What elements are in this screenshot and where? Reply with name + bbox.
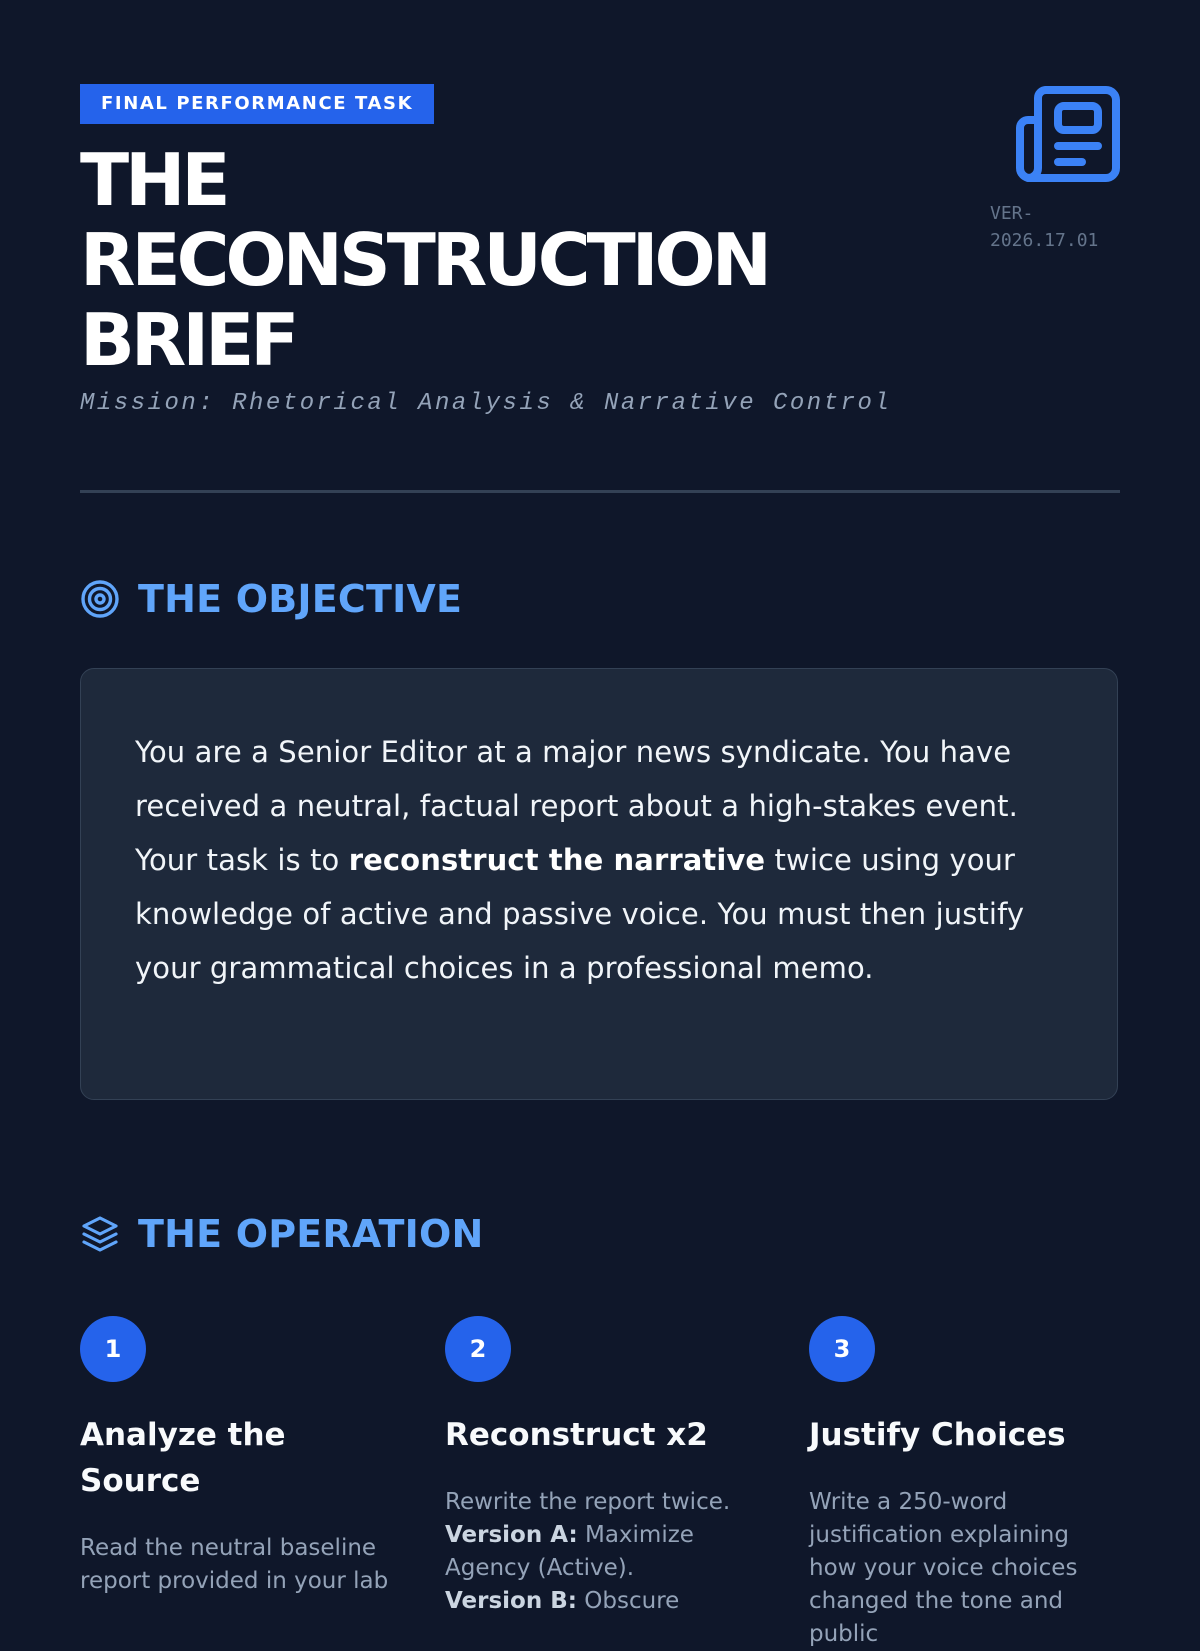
objective-card [80,668,1118,1100]
version-line-2: 2026.17.01 [990,230,1099,251]
step-analyze [80,1316,392,1598]
objective-text-part-2: twice using your knowledge of active and passive voice. You must then justify your grammatical choices in a professional memo. [135,843,1025,985]
step-desc-intro: Rewrite the report twice. [445,1489,731,1515]
target-icon [80,579,120,619]
operation-heading [80,1212,484,1256]
objective-text [135,725,1063,995]
objective-text-emphasis: reconstruct the narrative [348,843,766,877]
step-reconstruct [445,1316,757,1618]
step-description [445,1486,757,1618]
step-title: Justify Choices [809,1417,1066,1453]
step-number-badge: 2 [445,1316,511,1382]
version-b-text: Obscure [576,1588,680,1614]
version-b-label: Version B: [445,1588,577,1614]
title-line-3: BRIEF [80,298,296,382]
layers-icon [80,1214,120,1254]
step-number-badge: 3 [809,1316,875,1382]
version-line-1: VER- [990,203,1034,224]
brief-page [80,0,1120,1647]
objective-heading [80,577,462,621]
objective-text-part-1: You are a Senior Editor at a major news syndicate. You have received a neutral, factual report about a high-stakes event. Your task is to [135,735,1018,877]
newspaper-icon [1016,84,1120,184]
version-label [990,200,1120,254]
step-title: Analyze the Source [80,1417,286,1499]
task-badge: FINAL PERFORMANCE TASK [80,84,434,124]
header-divider [80,490,1120,493]
version-a-text: Maximize Agency (Active). [445,1522,694,1581]
step-number-badge: 1 [80,1316,146,1382]
title-line-1: THE [80,138,227,222]
title-line-2: RECONSTRUCTION [80,218,769,302]
step-description: Write a 250-word justification explaining how your voice choices changed the tone and public [809,1489,1078,1647]
mission-subtitle: Mission: Rhetorical Analysis & Narrative Control [80,390,892,417]
operation-title: THE OPERATION [138,1212,484,1256]
step-title: Reconstruct x2 [445,1417,708,1453]
objective-title: THE OBJECTIVE [138,577,463,621]
page-title [80,140,768,380]
step-justify [809,1316,1121,1651]
step-description: Read the neutral baseline report provided in your lab [80,1535,389,1594]
version-a-label: Version A: [445,1522,578,1548]
